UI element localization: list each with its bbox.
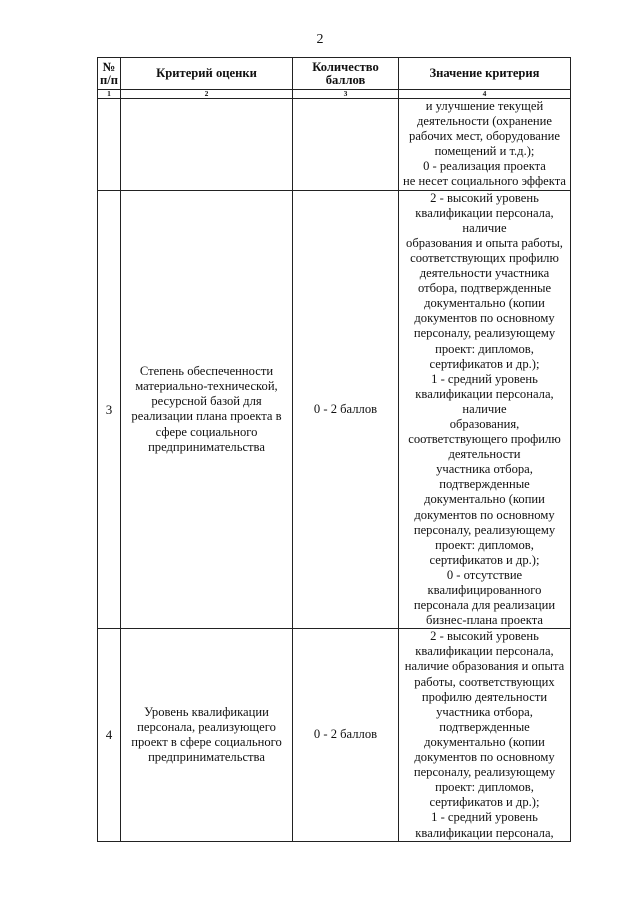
column-index: 2	[121, 90, 293, 99]
value-cell	[399, 629, 571, 841]
header-criterion: Критерий оценки	[121, 58, 293, 90]
criterion-cell	[121, 99, 293, 191]
table-row	[98, 629, 571, 841]
value-line: деятельности	[448, 447, 521, 462]
header-points: Количество баллов	[293, 58, 399, 90]
value-line: 2 - высокий уровень	[430, 190, 539, 205]
value-line: рабочих мест, оборудование	[409, 129, 560, 144]
value-line: персонала для реализации	[413, 598, 556, 613]
value-line: сертификатов и др.);	[429, 356, 540, 371]
value-line: 0 - реализация проекта	[423, 159, 546, 174]
value-line: персоналу, реализующему	[413, 765, 556, 780]
row-number: 4	[98, 629, 121, 841]
value-line: квалификации персонала,	[415, 825, 554, 840]
value-line: участника отбора,	[436, 462, 533, 477]
value-line: работы, соответствующих	[414, 674, 555, 689]
value-line: персоналу, реализующему	[413, 522, 556, 537]
column-index-row	[98, 90, 571, 99]
value-line: профилю деятельности	[421, 689, 548, 704]
value-line: сертификатов и др.);	[429, 795, 540, 810]
value-line: проект: дипломов,	[435, 341, 534, 356]
value-line: помещений и т.д.);	[434, 144, 535, 159]
header-num: № п/п	[98, 58, 121, 90]
value-line: квалифицированного	[427, 583, 542, 597]
criterion-cell: Уровень квалификации персонала, реализующего проект в сфере социального предпринимательства	[121, 629, 293, 841]
points-cell: 0 - 2 баллов	[293, 629, 399, 841]
column-index: 3	[293, 90, 399, 99]
value-line: документов по основному	[414, 311, 555, 326]
value-line: соответствующего профилю	[408, 432, 561, 447]
value-line: 1 - средний уровень	[431, 810, 538, 825]
value-cell	[399, 99, 571, 191]
value-line: образования,	[449, 416, 520, 431]
value-line: 0 - отсутствие	[446, 567, 523, 582]
value-line: подтвержденные	[439, 719, 530, 734]
table-row	[98, 99, 571, 191]
value-line: соответствующих профилю	[410, 250, 559, 265]
value-line: 1 - средний уровень	[431, 371, 538, 386]
table-row	[98, 190, 571, 629]
value-line: персоналу, реализующему	[413, 326, 556, 341]
value-line: образования и опыта работы,	[406, 235, 563, 250]
points-cell	[293, 99, 399, 191]
table-header-row	[98, 58, 571, 90]
value-line: документально (копии	[424, 734, 545, 749]
value-line: не несет социального эффекта	[403, 174, 566, 189]
header-value: Значение критерия	[399, 58, 571, 90]
criterion-cell: Степень обеспеченности материально-технической, ресурсной базой для реализации плана проекта в сфере социального предпринимательства	[121, 190, 293, 629]
value-cell	[399, 190, 571, 629]
value-line: документов по основному	[414, 750, 555, 765]
value-line: проект: дипломов,	[435, 780, 534, 795]
value-line: документально (копии	[424, 296, 545, 311]
criteria-table	[97, 57, 571, 842]
column-index: 4	[399, 90, 571, 99]
value-line: деятельности (охранение	[416, 114, 552, 129]
value-line: бизнес-плана проекта	[426, 613, 543, 628]
row-number: 3	[98, 190, 121, 629]
value-line: участника отбора,	[436, 704, 533, 719]
value-line: квалификации персонала,	[415, 205, 554, 220]
value-line: сертификатов и др.);	[429, 552, 540, 567]
value-line: наличие образования и опыта	[404, 659, 565, 674]
value-line: подтвержденные	[439, 477, 530, 492]
points-cell: 0 - 2 баллов	[293, 190, 399, 629]
value-line: 2 - высокий уровень	[430, 629, 539, 644]
row-number	[98, 99, 121, 191]
value-line: документально (копии	[424, 492, 545, 507]
value-line: отбора, подтвержденные	[417, 281, 552, 296]
value-line: документов по основному	[414, 507, 555, 522]
value-line: квалификации персонала,	[415, 644, 554, 659]
value-line: квалификации персонала,	[415, 386, 554, 401]
value-line: проект: дипломов,	[435, 537, 534, 552]
page-number: 2	[316, 32, 324, 47]
column-index: 1	[98, 90, 121, 99]
value-line: и улучшение текущей	[425, 99, 544, 113]
value-line: наличие	[462, 220, 507, 235]
value-line: деятельности участника	[419, 266, 550, 281]
value-line: наличие	[462, 401, 507, 416]
